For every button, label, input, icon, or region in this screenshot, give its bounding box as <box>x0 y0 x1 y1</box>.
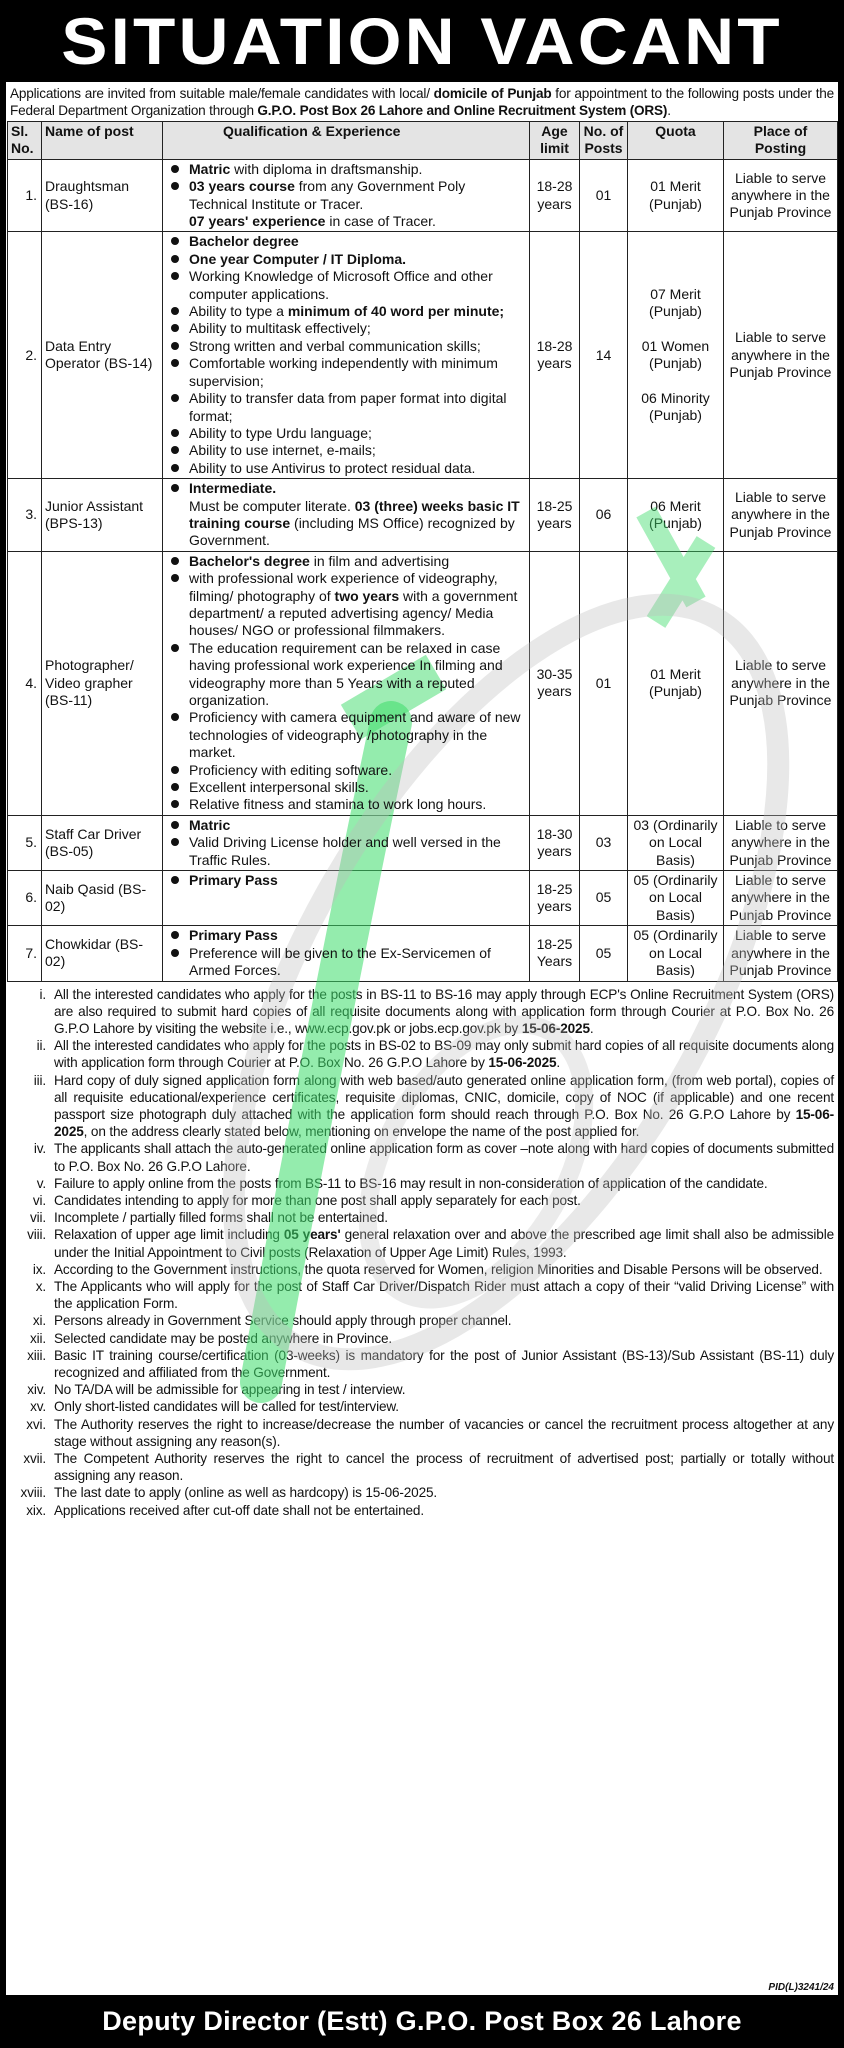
cell-sl: 4. <box>8 551 42 815</box>
bullet-icon <box>171 821 179 829</box>
instruction-number: xvi. <box>26 1416 46 1432</box>
bullet-icon <box>171 165 179 173</box>
cell-quota: 03 (Ordinarily on Local Basis) <box>628 815 724 870</box>
cell-quota: 05 (Ordinarily on Local Basis) <box>628 926 724 981</box>
instruction-text: Basic IT training course/certification (03-weeks) is mandatory for the post of Junior Assistant (BS-13)/Sub Assistant (BS-11) duly recognized and affiliated from the Government. <box>54 1347 834 1380</box>
bullet-icon <box>171 484 179 492</box>
qualification-item: with professional work experience of videography, filming/ photography of two years with a government department/ a reputed advertising agency/ Media houses/ NGO or professional filmmakers. <box>167 570 527 640</box>
qualification-item: Primary Pass <box>167 872 527 889</box>
cell-age-limit: 18-28 years <box>530 232 580 479</box>
qualification-item: Intermediate. <box>167 480 527 497</box>
table-header-row <box>8 122 838 160</box>
instruction-item <box>6 1192 834 1209</box>
instruction-item <box>6 1502 834 1519</box>
cell-no-of-posts: 03 <box>580 815 628 870</box>
cell-post-name: Data Entry Operator (BS-14) <box>42 232 163 479</box>
bullet-icon <box>171 359 179 367</box>
instruction-text: The Competent Authority reserves the right to cancel the process of recruitment of advertised post; partially or totally without assigning any reason. <box>54 1450 834 1484</box>
cell-qualification <box>163 232 530 479</box>
qualification-item: One year Computer / IT Diploma. <box>167 251 527 268</box>
qualification-item: Primary Pass <box>167 927 527 944</box>
qualification-item: Matric with diploma in draftsmanship. <box>167 161 527 178</box>
qualification-item: 07 years' experience in case of Tracer. <box>189 213 436 230</box>
instruction-number: xiii. <box>27 1347 46 1363</box>
instruction-number: ix. <box>32 1261 46 1277</box>
cell-age-limit: 18-25 years <box>530 479 580 552</box>
cell-no-of-posts: 14 <box>580 232 628 479</box>
bullet-icon <box>171 557 179 565</box>
instruction-text: Failure to apply online from the posts from BS-11 to BS-16 may result in non-consideration of application of the candidate. <box>54 1175 768 1191</box>
qualification-item: Bachelor's degree in film and advertising <box>167 553 527 570</box>
bullet-icon <box>171 574 179 582</box>
bullet-icon <box>171 644 179 652</box>
cell-age-limit: 18-25 years <box>530 871 580 926</box>
cell-place-of-posting: Liable to serve anywhere in the Punjab Province <box>724 926 838 981</box>
instruction-number: xix. <box>26 1502 46 1518</box>
qualification-item: Ability to type a minimum of 40 word per minute; <box>167 303 527 320</box>
qualification-item: Ability to use Antivirus to protect residual data. <box>167 460 527 477</box>
table-row <box>8 159 838 232</box>
instruction-item <box>6 1278 834 1312</box>
cell-post-name: Junior Assistant (BPS-13) <box>42 479 163 552</box>
qualification-item: Excellent interpersonal skills. <box>167 779 527 796</box>
cell-sl: 1. <box>8 159 42 232</box>
instruction-number: v. <box>36 1175 46 1191</box>
qualification-item: Preference will be given to the Ex-Servicemen of Armed Forces. <box>167 945 527 980</box>
cell-sl: 2. <box>8 232 42 479</box>
qualification-item: Matric <box>167 817 527 834</box>
qualification-item: Proficiency with camera equipment and aware of new technologies of videography /photography in the market. <box>167 709 527 761</box>
instruction-text: The last date to apply (online as well as hardcopy) is 15-06-2025. <box>54 1485 438 1501</box>
cell-place-of-posting: Liable to serve anywhere in the Punjab Province <box>724 232 838 479</box>
instruction-text: Relaxation of upper age limit including 05 years' general relaxation over and above the prescribed age limit shall also be admissible under the Initial Appointment to Civil posts (Relaxation of Upper Age Limit) Rules, 1993. <box>54 1227 834 1260</box>
bullet-icon <box>171 713 179 721</box>
qualification-item: Ability to multitask effectively; <box>167 320 527 337</box>
instruction-text: According to the Government instructions, the quota reserved for Women, religion Minorities and Disable Persons will be observed. <box>54 1261 823 1277</box>
table-row <box>8 551 838 815</box>
instruction-item <box>6 1330 834 1347</box>
qualification-item: Valid Driving License holder and well versed in the Traffic Rules. <box>167 834 527 869</box>
bullet-icon <box>171 876 179 884</box>
instruction-number: i. <box>39 986 46 1002</box>
instruction-item <box>6 1037 834 1071</box>
intro-paragraph: Applications are invited from suitable male/female candidates with local/ domicile of Punjab for appointment to the following posts under the Federal Department Organization through G.P.O. Post Box 26 Lahore and Online Recruitment System (ORS). <box>10 86 834 118</box>
instruction-text: All the interested candidates who apply for the posts in BS-02 to BS-09 may only submit hard copies of all requisite documents along with application form through Courier at P.O. Box No. 26 G.P.O Lahore by 15-06-2025. <box>54 1038 834 1071</box>
table-row <box>8 232 838 479</box>
instruction-item <box>6 1209 834 1226</box>
instruction-text: Hard copy of duly signed application form along with web based/auto generated online application form, (from web portal), copies of all requisite educational/experience certificates, requisite diplomas, CNIC, domicile, copy of NOC (if applicable) and one recent passport size photograph duly attached with the application form should reach through P.O. Box No. 26 G.P.O Lahore by 15-06-2025, on the address clearly stated below, mentioning on envelope the name of the post applied for. <box>54 1072 834 1140</box>
qualification-item: Bachelor degree <box>167 233 527 250</box>
bullet-icon <box>171 766 179 774</box>
pid-code: PID(L)3241/24 <box>768 1982 834 1993</box>
instruction-number: vii. <box>29 1210 46 1226</box>
table-row <box>8 479 838 552</box>
qualification-item: Comfortable working independently with minimum supervision; <box>167 355 527 390</box>
cell-no-of-posts: 05 <box>580 926 628 981</box>
cell-sl: 5. <box>8 815 42 870</box>
instruction-item <box>6 1261 834 1278</box>
cell-place-of-posting: Liable to serve anywhere in the Punjab Province <box>724 159 838 232</box>
col-header-name: Name of post <box>42 122 163 160</box>
qualification-item: 03 years course from any Government Poly Technical Institute or Tracer. <box>167 178 527 213</box>
bullet-icon <box>171 783 179 791</box>
col-header-qualification: Qualification & Experience <box>163 122 530 160</box>
cell-quota: 01 Merit (Punjab) <box>628 551 724 815</box>
cell-no-of-posts: 01 <box>580 159 628 232</box>
table-row <box>8 815 838 870</box>
cell-place-of-posting: Liable to serve anywhere in the Punjab Province <box>724 479 838 552</box>
qualification-item: The education requirement can be relaxed in case having professional work experience In filming and videography more than 5 Years with a reputed organization. <box>167 640 527 710</box>
instruction-number: viii. <box>27 1227 46 1243</box>
instruction-text: The Authority reserves the right to increase/decrease the number of vacancies or cancel the recruitment process altogether at any stage without assigning any reason(s). <box>54 1416 834 1449</box>
bullet-icon <box>171 800 179 808</box>
instruction-text: Applications received after cut-off date shall not be entertained. <box>54 1502 424 1518</box>
qualification-item: Ability to transfer data from paper format into digital format; <box>167 390 527 425</box>
instruction-number: xii. <box>29 1330 46 1346</box>
cell-place-of-posting: Liable to serve anywhere in the Punjab Province <box>724 551 838 815</box>
bullet-icon <box>171 324 179 332</box>
advertisement-sheet <box>6 82 838 1995</box>
instruction-item <box>6 1312 834 1329</box>
instruction-item <box>6 1072 834 1141</box>
cell-post-name: Chowkidar (BS-02) <box>42 926 163 981</box>
cell-quota: 05 (Ordinarily on Local Basis) <box>628 871 724 926</box>
instruction-item <box>6 1226 834 1260</box>
cell-age-limit: 30-35 years <box>530 551 580 815</box>
qualification-item: Ability to type Urdu language; <box>167 425 527 442</box>
bullet-icon <box>171 446 179 454</box>
instruction-number: ii. <box>36 1038 46 1054</box>
cell-qualification <box>163 551 530 815</box>
bullet-icon <box>171 931 179 939</box>
col-header-posts: No. of Posts <box>580 122 628 160</box>
instruction-item <box>6 1381 834 1398</box>
cell-post-name: Naib Qasid (BS-02) <box>42 871 163 926</box>
cell-qualification <box>163 159 530 232</box>
qualification-item: Relative fitness and stamina to work long hours. <box>167 796 527 813</box>
instruction-number: iv. <box>33 1141 46 1157</box>
bullet-icon <box>171 464 179 472</box>
instruction-text: The Applicants who will apply for the post of Staff Car Driver/Dispatch Rider must attach a copy of their “valid Driving License” with the application Form. <box>54 1278 834 1312</box>
bullet-icon <box>171 307 179 315</box>
cell-qualification <box>163 926 530 981</box>
instruction-text: No TA/DA will be admissible for appearing in test / interview. <box>54 1382 406 1398</box>
instruction-item <box>6 986 834 1038</box>
table-row <box>8 926 838 981</box>
vacancies-table <box>7 121 838 982</box>
cell-age-limit: 18-30 years <box>530 815 580 870</box>
bullet-icon <box>171 429 179 437</box>
instruction-text: Only short-listed candidates will be called for test/interview. <box>54 1399 399 1415</box>
instruction-item <box>6 1398 834 1415</box>
instruction-text: Candidates intending to apply for more than one post shall apply separately for each post. <box>54 1192 581 1208</box>
cell-post-name: Photographer/ Video grapher (BS-11) <box>42 551 163 815</box>
instructions-list <box>6 986 838 1519</box>
instruction-number: xiv. <box>27 1382 46 1398</box>
instruction-item <box>6 1175 834 1192</box>
col-header-age: Age limit <box>530 122 580 160</box>
cell-no-of-posts: 01 <box>580 551 628 815</box>
cell-quota: 01 Merit (Punjab) <box>628 159 724 232</box>
cell-age-limit: 18-25 Years <box>530 926 580 981</box>
cell-qualification <box>163 479 530 552</box>
instruction-text: Selected candidate may be posted anywhere in Province. <box>54 1330 392 1346</box>
cell-sl: 6. <box>8 871 42 926</box>
instruction-item <box>6 1484 834 1501</box>
qualification-item: Strong written and verbal communication skills; <box>167 338 527 355</box>
col-header-quota: Quota <box>628 122 724 160</box>
instruction-number: xv. <box>30 1399 46 1415</box>
instruction-number: xvii. <box>23 1450 46 1466</box>
cell-sl: 3. <box>8 479 42 552</box>
instruction-item <box>6 1450 834 1484</box>
bullet-icon <box>171 949 179 957</box>
instruction-number: x. <box>35 1278 46 1294</box>
cell-qualification <box>163 871 530 926</box>
bullet-icon <box>171 342 179 350</box>
instruction-text: Persons already in Government Service should apply through proper channel. <box>54 1313 512 1329</box>
instruction-number: vi. <box>32 1192 46 1208</box>
cell-place-of-posting: Liable to serve anywhere in the Punjab Province <box>724 871 838 926</box>
cell-no-of-posts: 05 <box>580 871 628 926</box>
instruction-text: The applicants shall attach the auto-generated online application form as cover –note along with hard copies of documents submitted to P.O. Box No. 26 G.P.O Lahore. <box>54 1141 834 1174</box>
cell-post-name: Draughtsman (BS-16) <box>42 159 163 232</box>
table-row <box>8 871 838 926</box>
instruction-item <box>6 1416 834 1450</box>
cell-sl: 7. <box>8 926 42 981</box>
instruction-number: xviii. <box>20 1485 46 1501</box>
qualification-item: Proficiency with editing software. <box>167 762 527 779</box>
bullet-icon <box>171 838 179 846</box>
cell-no-of-posts: 06 <box>580 479 628 552</box>
qualification-item: Ability to use internet, e-mails; <box>167 442 527 459</box>
instruction-number: iii. <box>33 1072 46 1088</box>
qualification-item: Working Knowledge of Microsoft Office and other computer applications. <box>167 268 527 303</box>
instruction-text: Incomplete / partially filled forms shall not be entertained. <box>54 1210 388 1226</box>
cell-quota: 07 Merit (Punjab) 01 Women (Punjab) 06 Minority (Punjab) <box>628 232 724 479</box>
bullet-icon <box>171 272 179 280</box>
cell-qualification <box>163 815 530 870</box>
bullet-icon <box>171 394 179 402</box>
instruction-item <box>6 1347 834 1381</box>
cell-place-of-posting: Liable to serve anywhere in the Punjab Province <box>724 815 838 870</box>
instruction-text: All the interested candidates who apply for the posts in BS-11 to BS-16 may apply through ECP's Online Recruitment System (ORS) are also required to submit hard copies of all requisite documents along with application form through Courier at P.O. Box No. 26 G.P.O Lahore by visiting the website i.e., www.ecp.gov.pk or jobs.ecp.gov.pk by 15-06-2025. <box>54 986 834 1036</box>
cell-age-limit: 18-28 years <box>530 159 580 232</box>
footer-address: Deputy Director (Estt) G.P.O. Post Box 26 Lahore <box>102 2006 742 2036</box>
bullet-icon <box>171 182 179 190</box>
qualification-item: Must be computer literate. 03 (three) weeks basic IT training course (including MS Office) recognized by Government. <box>189 497 520 549</box>
page-title: SITUATION VACANT <box>61 4 783 78</box>
instruction-number: xi. <box>32 1313 46 1329</box>
bullet-icon <box>171 237 179 245</box>
cell-quota: 06 Merit (Punjab) <box>628 479 724 552</box>
cell-post-name: Staff Car Driver (BS-05) <box>42 815 163 870</box>
instruction-item <box>6 1140 834 1174</box>
bullet-icon <box>171 255 179 263</box>
col-header-place: Place of Posting <box>724 122 838 160</box>
col-header-sl: Sl. No. <box>8 122 42 160</box>
